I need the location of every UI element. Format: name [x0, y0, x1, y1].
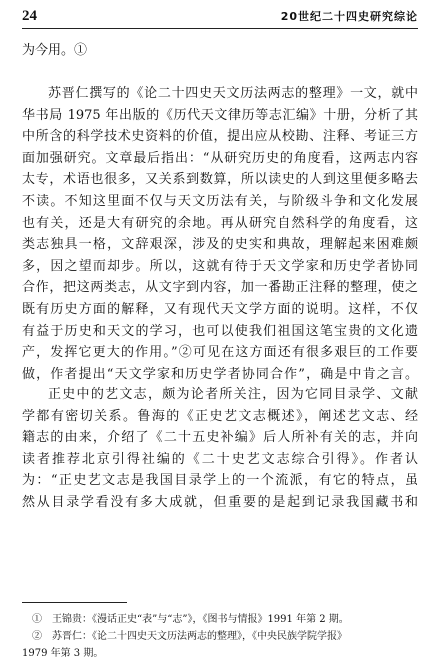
text-line: 学都有密切关系。鲁海的《正史艺文志概述》，阐述艺文志、经	[22, 408, 418, 424]
text-line: 太专，术语也很多，又关系到数算，所以读史的人到这里便多略去	[22, 172, 418, 188]
text-line: 做，作者提出“天文学家和历史学者协同合作”，确是中肯之言。	[22, 366, 418, 382]
text-line: 为：“正史艺文志是我国目录学上的一个流派，有它的特点，虽	[22, 473, 418, 489]
page-number: 24	[22, 8, 37, 24]
paragraph-yiwenzhi	[22, 384, 418, 514]
paragraph-continuation	[22, 40, 418, 62]
text-line: 籍志的由来，介绍了《二十五史补编》后人所补有关的志，并向	[22, 430, 418, 446]
page-header	[22, 0, 418, 28]
text-line: 面加强研究。文章最后指出：“从研究历史的角度看，这两志内容	[22, 150, 418, 166]
paragraph-su-jinren	[22, 83, 418, 385]
text-line: 然从目录学看没有多大成就，但重要的是起到记录我国藏书和	[22, 494, 418, 510]
footnote-2-continued: 1979 年第 3 期。	[22, 648, 104, 659]
footnote-1: ① 王锦贵：《漫话正史“表”与“志”》，《图书与情报》1991 年第 2 期。	[32, 614, 349, 625]
text-line: 中所含的科学技术史资料的价值，提出应从校勘、注释、考证三方	[22, 129, 418, 145]
text-line: 正史中的艺文志，颇为论者所关注，因为它同目录学、文献	[48, 387, 418, 402]
footnote-rule	[22, 602, 127, 603]
text-line: 合作，把这两类志，从文字到内容，加一番勘正注释的整理，使之	[22, 280, 418, 296]
header-rule	[22, 28, 418, 29]
text-line: 有益于历史和天文的学习，也可以使我们祖国这笔宝贵的文化遗	[22, 323, 418, 339]
text-line: 既有历史方面的解释，又有现代天文学方面的说明。这样，不仅	[22, 301, 418, 317]
text-line: 华书局 1975 年出版的《历代天文律历等志汇编》十册，分析了其	[22, 107, 418, 123]
text-line: 类志独具一格，文辞艰深，涉及的史实和典故，理解起来困难颇	[22, 237, 418, 253]
running-title: 20世纪二十四史研究综论	[280, 10, 418, 23]
text-line: 读者推荐北京引得社编的《二十史艺文志综合引得》。作者认	[22, 451, 418, 467]
text-line: 苏晋仁撰写的《论二十四史天文历法两志的整理》一文，就中	[48, 86, 418, 101]
footnotes	[22, 611, 422, 662]
text-line: 多，因之望而却步。所以，这就有待于天文学家和历史学者协同	[22, 258, 418, 274]
footnote-2: ② 苏晋仁：《论二十四史天文历法两志的整理》，《中央民族学院学报》	[32, 631, 347, 642]
text-line: 产，发挥它更大的作用。”②可见在这方面还有很多艰巨的工作要	[22, 345, 418, 361]
text-line: 也有关，还是大有研究的余地。再从研究自然科学的角度看，这	[22, 215, 418, 231]
text-line: 为今用。①	[22, 43, 88, 58]
text-line: 不读。不知这里面不仅与天文历法有关，与阶级斗争和文化发展	[22, 193, 418, 209]
